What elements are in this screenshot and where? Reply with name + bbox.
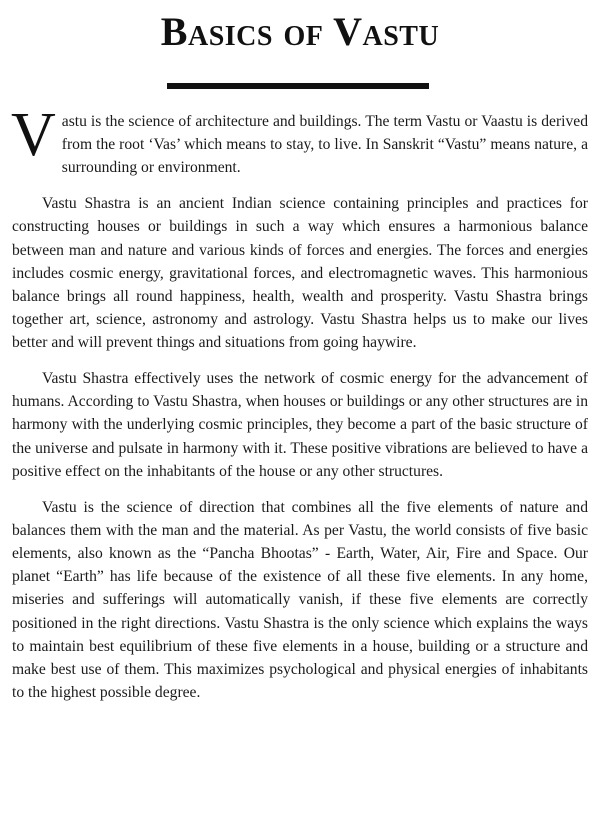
- paragraph-vastu-shastra: Vastu Shastra is an ancient Indian science containing principles and practices for constructing houses or buildings in such a way which ensures a harmonious balance between man and nature and various kinds of forces and energies. The forces and energies includes cosmic energy, gravitational forces, and electromagnetic waves. This harmonious balance brings all round happiness, health, wealth and prosperity. Vastu Shastra brings together art, science, astronomy and astrology. Vastu Shastra helps us to make our lives better and will prevent things and situations from going haywire.: [12, 195, 588, 352]
- paragraph-cosmic-energy: Vastu Shastra effectively uses the network of cosmic energy for the advancement of humans. According to Vastu Shastra, when houses or buildings or any other structures are in harmony with the underlying cosmic principles, they become a part of the basic structure of the universe and pulsate in harmony with it. These positive vibrations are believed to have a positive effect on the inhabitants of the house or any other structures.: [12, 370, 588, 480]
- paragraph-intro-text: astu is the science of architecture and buildings. The term Vastu or Vaastu is derived from the root ‘Vas’ which means to stay, to live. In Sanskrit “Vastu” means nature, a surrounding or environment.: [61, 113, 588, 177]
- title-underline-rule: [167, 83, 429, 89]
- paragraph-five-elements: Vastu is the science of direction that combines all the five elements of nature and balances them with the man and the material. As per Vastu, the world consists of five basic elements, also known as the “Pancha Bhootas” - Earth, Water, Air, Fire and Space. Our planet “Earth” has life because of the existence of all these five elements. In any home, miseries and sufferings will automatically vanish, if these five elements are correctly positioned in the right directions. Vastu Shastra is the only science which explains the ways to maintain best equilibrium of these five elements in a house, building or a structure and make best use of them. This maximizes psychological and physical energies of inhabitants to the highest possible degree.: [12, 498, 588, 702]
- page-title: Basics of Vastu: [160, 9, 440, 54]
- drop-cap: V: [11, 101, 56, 169]
- document-body: [11, 101, 588, 717]
- paragraph-intro: [11, 101, 588, 180]
